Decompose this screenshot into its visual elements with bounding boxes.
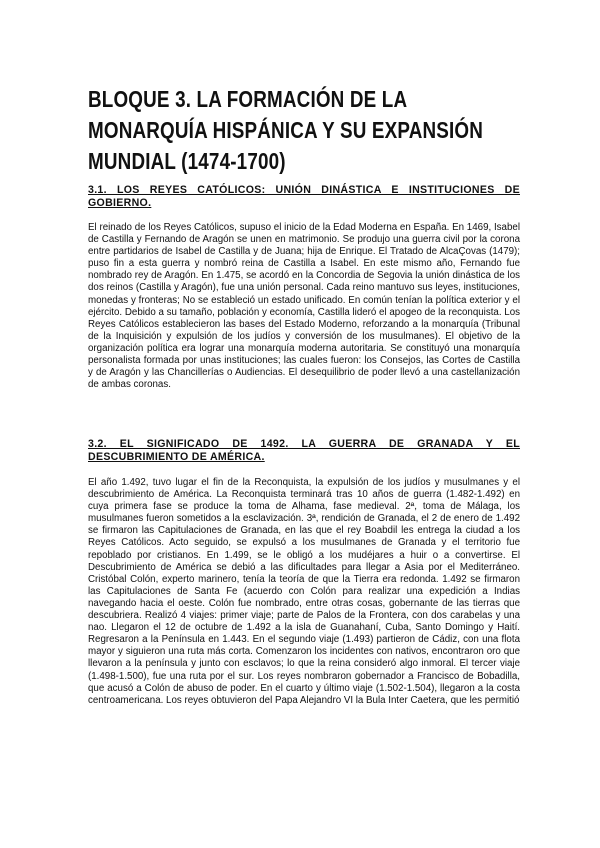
section-body-3-1: El reinado de los Reyes Católicos, supuso el inicio de la Edad Moderna en España. En 1469, Isabel de Castilla y Fernando de Aragón se unen en matrimonio. Se produjo una guerra civil por la corona entre partidarios de Isabel de Castilla y de Juana; hija de Enrique. El Tratado de AlcaÇovas (1479); puso fin a esta guerra y nombró reina de Castilla a Isabel. En este mismo año, Fernando fue nombrado rey de Aragón. En 1.475, se acordó en la Concordia de Segovia la unión dinástica de los dos reinos (Castilla y Aragón), fue una unión personal. Cada reino mantuvo sus leyes, instituciones, monedas y fronteras; No se estableció un estado unificado. En común tenían la política exterior y el ejército. Debido a su tamaño, población y economía, Castilla lideró el apogeo de la reconquista. Los Reyes Católicos establecieron las bases del Estado Moderno, reforzando a la monarquía (Tribunal de la Inquisición y expulsión de los judíos y conversión de los musulmanes). El objetivo de la organización política era lograr una monarquía moderna autoritaria. Se constituyó una monarquía personalista formada por unas instituciones; las cuales fueron: los Consejos, las Cortes de Castilla y de Aragón y las Chancillerías o Audiencias. El desequilibrio de poder llevó a una castellanización de ambas coronas.: [88, 222, 520, 391]
section-heading-3-2: 3.2. EL SIGNIFICADO DE 1492. LA GUERRA DE GRANADA Y EL DESCUBRIMIENTO DE AMÉRICA.: [88, 438, 520, 463]
section-body-3-2: El año 1.492, tuvo lugar el fin de la Reconquista, la expulsión de los judíos y musulmanes y el descubrimiento de América. La Reconquista terminará tras 10 años de guerra (1.482-1.492) en cuya primera fase se produce la toma de Alhama, fase medieval. 2ª, toma de Málaga, los musulmanes fueron sometidos a la esclavización. 3ª, rendición de Granada, el 2 de enero de 1.492 se firmaron las Capitulaciones de Granada, en las que el rey Boabdil les entrega la ciudad a los Reyes Católicos. Acto seguido, se expulsó a los musulmanes de Granada y el territorio fue repoblado por cristianos. En 1.499, se le obligó a los mudéjares a huir o a convertirse. El Descubrimiento de América se debió a las dificultades para llegar a Asia por el Mediterráneo. Cristóbal Colón, experto marinero, tenía la teoría de que la Tierra era redonda. 1.492 se firmaron las Capitulaciones de Santa Fe (acuerdo con Colón para realizar una expedición a Indias navegando hacia el oeste. Colón fue nombrado, entre otras cosas, gobernante de las tierras que descubriera. Realizó 4 viajes: primer viaje; parte de Palos de la Frontera, con dos carabelas y una nao. Llegaron el 12 de octubre de 1.492 a la isla de Guanahaní, Cuba, Santo Domingo y Haití. Regresaron a la Península en 1.443. En el segundo viaje (1.493) partieron de Cádiz, con una flota mayor y siguieron una ruta más corta. Comenzaron los incidentes con nativos, encontraron oro que llevaron a la península y junto con esclavos; lo que la reina consideró algo inmoral. El tercer viaje (1.498-1.500), fue una ruta por el sur. Los reyes nombraron gobernador a Francisco de Bobadilla, que acusó a Colón de abuso de poder. En el cuarto y último viaje (1.502-1.504), llegaron a la costa centroamericana. Los reyes obtuvieron del Papa Alejandro VI la Bula Inter Caetera, que les permitió: [88, 477, 520, 706]
section-heading-3-1: 3.1. LOS REYES CATÓLICOS: UNIÓN DINÁSTICA E INSTITUCIONES DE GOBIERNO.: [88, 184, 520, 209]
document-title: BLOQUE 3. LA FORMACIÓN DE LA MONARQUÍA HISPÁNICA Y SU EXPANSIÓN MUNDIAL (1474-1700): [88, 86, 484, 174]
